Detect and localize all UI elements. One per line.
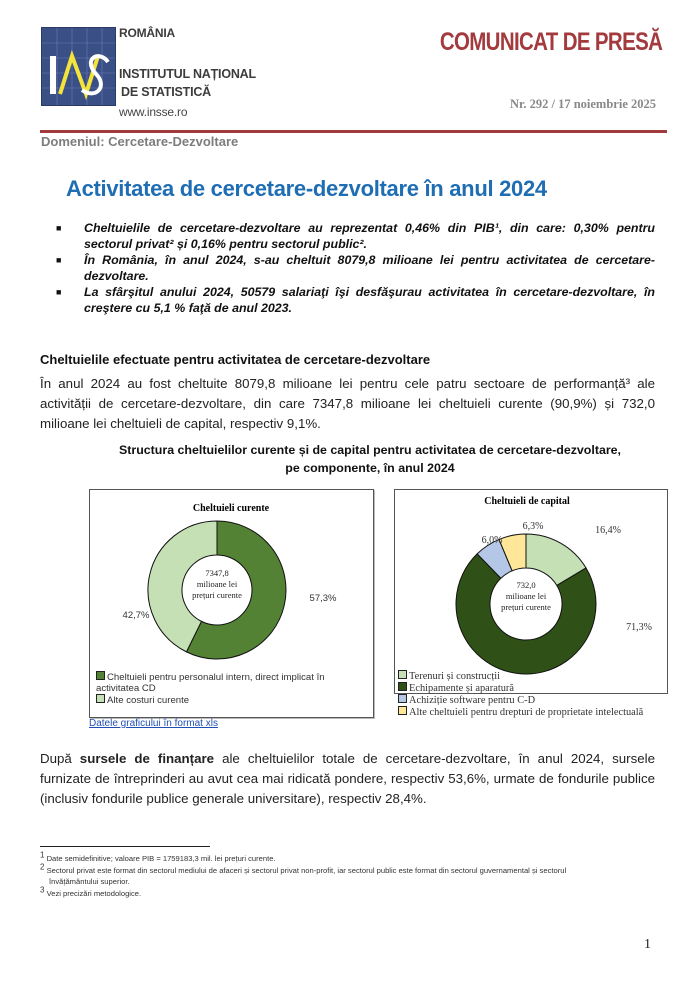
paragraph-text: ale cheltuielilor totale de cercetare-dezvoltare, în anul 2024, sursele furnizate de întreprinderi au avut cea mai ridicată pondere, respectiv 53,6%, urmate de fondurile publice (inclusiv fondurile publice generale universitare), respectiv 28,4%.	[40, 751, 655, 806]
slice-data-label: 6,3%	[522, 521, 544, 532]
ins-logo	[41, 27, 116, 106]
footnotes	[40, 850, 660, 899]
charts-title-line2: pe componente, în anul 2024	[285, 461, 455, 475]
key-finding	[56, 220, 655, 252]
charts-title-line1: Structura cheltuielilor curente și de capital pentru activitatea de cercetare-dezvoltare,	[119, 443, 621, 457]
page-title: Activitatea de cercetare-dezvoltare în anul 2024	[66, 176, 547, 201]
center-label-line3: prețuri curente	[501, 602, 551, 612]
key-finding	[56, 284, 655, 316]
footnote-text: Date semidefinitive; valoare PIB = 1759183,3 mil. lei prețuri curente.	[46, 854, 276, 863]
bullet-icon: ■	[56, 255, 62, 265]
legend-item	[398, 706, 668, 718]
slice-data-label: 71,3%	[626, 622, 652, 633]
footnote	[40, 850, 660, 865]
charts-title	[40, 441, 700, 477]
legend-swatch-icon	[398, 670, 407, 679]
press-release-number: Nr. 292 / 17 noiembrie 2025	[509, 97, 656, 111]
legend-swatch-icon	[398, 682, 407, 691]
legend-item	[96, 694, 366, 706]
footnote-mark: 1	[40, 850, 45, 860]
center-label-line2: milioane lei	[196, 579, 238, 589]
slice-data-label: 6,0%	[481, 535, 503, 546]
chart-legend-current	[96, 671, 366, 706]
center-label-line2: milioane lei	[505, 591, 547, 601]
footnote-text: Sectorul privat este format din sectorul mediului de afaceri și sectorul privat non-profit, iar sectorul public este format din sectorul guvernamental și sectorul	[46, 865, 567, 875]
org-url[interactable]: www.insse.ro	[119, 105, 188, 119]
press-release-title: COMUNICAT DE PRESĂ	[439, 28, 662, 56]
donut-chart-capital	[395, 490, 667, 693]
footnote-mark: 3	[40, 884, 45, 894]
chart-legend-capital	[398, 670, 668, 718]
key-finding-text: Cheltuielile de cercetare-dezvoltare au reprezentat 0,46% din PIB¹, din care: 0,30% pentru sectorul privat² și 0,16% pentru sectorul public².	[84, 221, 655, 251]
bullet-icon: ■	[56, 223, 62, 233]
footnote-continuation: învățământului superior.	[49, 877, 130, 886]
legend-label: Terenuri și construcții	[409, 671, 501, 682]
legend-item	[398, 670, 668, 682]
footnote-divider	[40, 846, 210, 847]
slice-data-label: 57,3%	[309, 593, 337, 604]
legend-swatch-icon	[96, 671, 105, 680]
key-finding	[56, 252, 655, 284]
bullet-icon: ■	[56, 287, 62, 297]
legend-swatch-icon	[96, 694, 105, 703]
chart-title: Cheltuieli de capital	[484, 496, 570, 507]
key-finding-text: La sfârşitul anului 2024, 50579 salariaţi îşi desfăşurau activitatea în cercetare-dezvoltare, în creştere cu 5,1 % faţă de anul 2023.	[84, 285, 655, 315]
header-divider	[40, 130, 667, 133]
legend-item	[96, 671, 366, 694]
center-label-line1: 732,0	[516, 580, 536, 590]
paragraph-emphasis: sursele de finanțare	[79, 751, 215, 766]
slice-data-label: 42,7%	[122, 610, 150, 621]
legend-label: Cheltuieli pentru personalul intern, direct implicat în activitatea CD	[96, 672, 325, 694]
legend-swatch-icon	[398, 706, 407, 715]
legend-item	[398, 682, 668, 694]
footnote-mark: 2	[40, 861, 45, 871]
center-label-line3: prețuri curente	[192, 590, 242, 600]
chart-title: Cheltuieli curente	[192, 503, 270, 514]
paragraph-text: După	[40, 751, 80, 766]
org-name-line2: DE STATISTICĂ	[121, 85, 211, 99]
footnote	[40, 861, 660, 877]
domain-label: Domeniul: Cercetare-Dezvoltare	[41, 134, 239, 149]
section-heading: Cheltuielile efectuate pentru activitatea de cercetare-dezvoltare	[40, 352, 431, 367]
slice-data-label: 16,4%	[595, 525, 621, 536]
legend-label: Alte costuri curente	[107, 695, 190, 706]
center-label-line1: 7347,8	[205, 568, 229, 578]
key-finding-text: În România, în anul 2024, s-au cheltuit 8079,8 milioane lei pentru activitatea de cercetare-dezvoltare.	[84, 253, 655, 283]
legend-item	[398, 694, 668, 706]
legend-swatch-icon	[398, 694, 407, 703]
page-number: 1	[644, 937, 651, 952]
footnote-text: Vezi precizări metodologice.	[46, 888, 142, 898]
legend-label: Alte cheltuieli pentru drepturi de proprietate intelectuală	[409, 707, 644, 718]
legend-label: Achiziție software pentru C-D	[409, 695, 536, 706]
paragraph-funding-sources	[40, 749, 655, 809]
key-findings-list	[56, 220, 655, 316]
xls-data-link[interactable]: Datele graficului în format xls	[89, 718, 218, 729]
org-name-line1: INSTITUTUL NAȚIONAL	[119, 67, 256, 81]
org-country: ROMÂNIA	[119, 26, 175, 40]
ins-logo-icon	[42, 28, 115, 105]
footnote	[40, 884, 660, 900]
chart-capital-expenditure	[394, 489, 668, 694]
legend-label: Echipamente și aparatură	[409, 683, 515, 694]
paragraph-expenditure: În anul 2024 au fost cheltuite 8079,8 milioane lei pentru cele patru sectoare de performanță³ ale activității de cercetare-dezvoltare, din care 7347,8 milioane lei cheltuieli curente (90,9%) și 732,0 milioane lei cheltuieli de capital, respectiv 9,1%.	[40, 376, 655, 431]
